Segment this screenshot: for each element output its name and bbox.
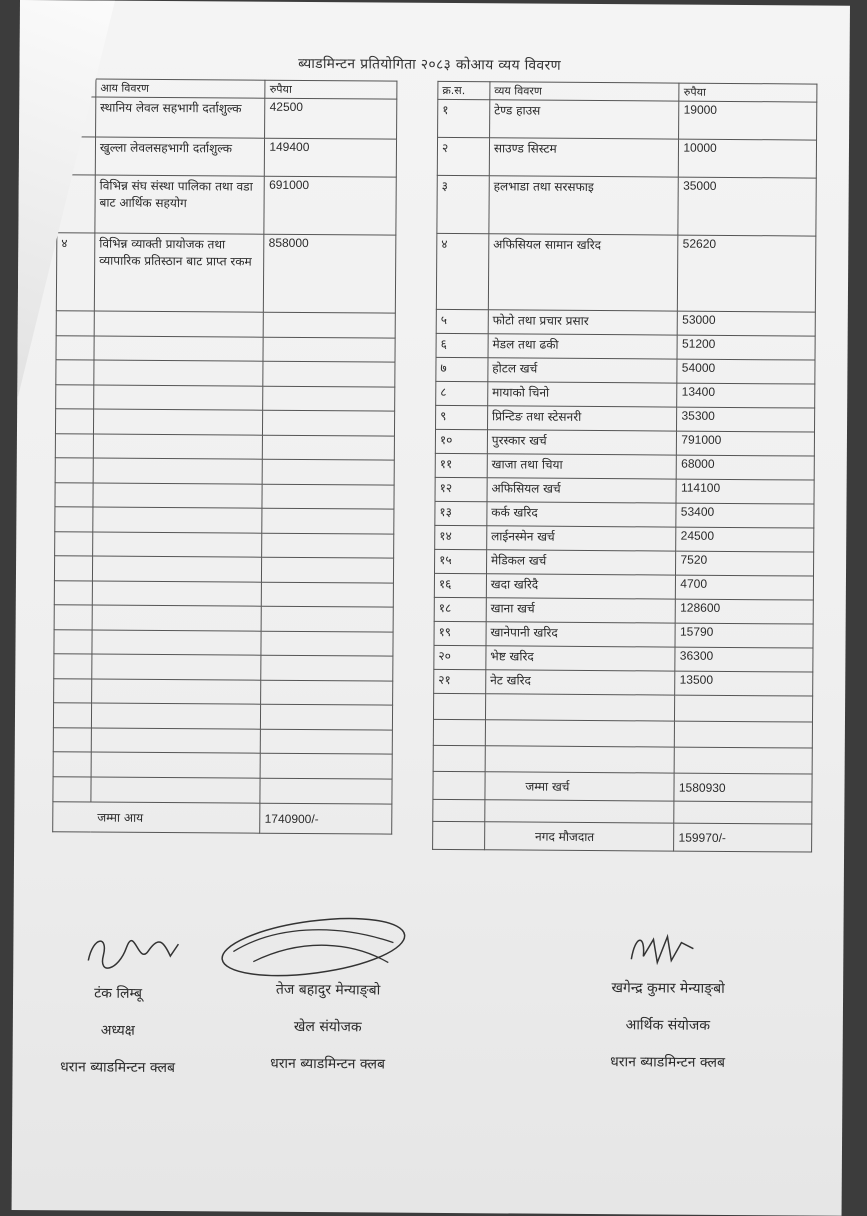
signatory-name: टंक लिम्बू (94, 985, 143, 1002)
empty-cell (54, 629, 92, 654)
income-empty-row (55, 507, 394, 534)
income-row (57, 137, 396, 177)
expense-row (437, 175, 816, 236)
income-header-amount: रुपैया (265, 80, 397, 99)
expense-total-value: 1580930 (674, 773, 812, 802)
expense-sn: ९ (436, 405, 488, 429)
empty-cell (675, 695, 813, 722)
income-empty-row (55, 433, 394, 460)
income-header-row (58, 79, 397, 99)
income-desc: विभिन्न व्याक्ती प्रायोजक तथा व्यापारिक प्रतिस्ठान बाट प्राप्त रकम (94, 233, 264, 312)
expense-amount: 114100 (676, 479, 814, 504)
expense-amount: 51200 (677, 335, 815, 360)
expense-sn: १५ (435, 549, 487, 573)
empty-cell (262, 533, 394, 558)
income-total-row (53, 802, 392, 834)
expense-amount: 15790 (675, 623, 813, 648)
income-amount: 691000 (264, 176, 396, 235)
expense-row (434, 645, 813, 672)
empty-cell (56, 360, 94, 385)
income-empty-row (54, 629, 393, 656)
income-empty-row (56, 335, 395, 362)
expense-desc: अफिसियल सामान खरिद (488, 234, 678, 311)
expense-row (437, 137, 816, 178)
expense-amount: 24500 (676, 527, 814, 552)
expense-sn: ५ (436, 309, 488, 333)
income-row (58, 97, 397, 139)
empty-cell (56, 335, 94, 360)
expense-desc: होटल खर्च (488, 358, 678, 383)
empty-cell (262, 582, 394, 607)
empty-cell (93, 507, 263, 533)
empty-cell (53, 777, 91, 802)
signatory-org: धरान ब्याडमिन्टन क्लब (270, 1055, 386, 1073)
empty-cell (92, 654, 262, 680)
empty-cell (54, 580, 92, 605)
expense-row (435, 477, 814, 504)
expense-row (435, 429, 814, 456)
expense-desc: पुरस्कार खर्च (487, 430, 677, 455)
expense-amount: 52620 (678, 235, 816, 312)
income-empty-row (53, 777, 392, 804)
expense-amount: 54000 (677, 359, 815, 384)
empty-cell (94, 311, 264, 337)
income-sn: ४ (56, 233, 94, 311)
empty-cell (260, 753, 392, 779)
empty-cell (92, 581, 262, 607)
expense-amount: 7520 (676, 551, 814, 576)
income-empty-row (53, 752, 392, 779)
expense-amount: 53400 (676, 503, 814, 528)
expense-row (435, 549, 814, 576)
empty-cell (263, 386, 395, 411)
income-empty-row (53, 727, 392, 754)
empty-cell (674, 801, 812, 824)
empty-cell (262, 484, 394, 509)
expense-empty-row (433, 799, 812, 824)
signatory-role: खेल संयोजक (293, 1018, 362, 1036)
income-empty-row (54, 556, 393, 583)
empty-cell (433, 771, 485, 799)
expense-row (435, 525, 814, 552)
empty-cell (93, 483, 263, 509)
document-page (12, 0, 850, 1216)
expense-desc: साउण्ड सिस्टम (489, 138, 679, 177)
expense-desc: अफिसियल खर्च (487, 478, 677, 503)
empty-cell (433, 745, 485, 771)
income-empty-row (56, 384, 395, 411)
signatory-name: खगेन्द्र कुमार मेन्याङ्बो (611, 980, 725, 997)
expense-amount: 36300 (675, 647, 813, 672)
empty-cell (433, 693, 485, 719)
empty-cell (260, 778, 392, 804)
empty-cell (55, 458, 93, 483)
income-desc: खुल्ला लेवलसहभागी दर्ताशुल्क (95, 137, 265, 176)
empty-cell (53, 703, 91, 728)
signature-block-sports-coordinator (227, 979, 428, 1091)
empty-cell (53, 752, 91, 777)
expense-header-sn: क्र.स. (438, 81, 490, 99)
empty-cell (93, 434, 263, 460)
expense-row (436, 233, 816, 312)
expense-sn: २० (434, 645, 486, 669)
expense-row (434, 573, 813, 600)
empty-cell (93, 458, 263, 484)
expense-sn: ३ (437, 175, 489, 233)
expense-empty-row (433, 745, 812, 774)
empty-cell (485, 720, 675, 747)
expense-sn: ८ (436, 381, 488, 405)
income-empty-row (54, 654, 393, 681)
signatory-role: आर्थिक संयोजक (625, 1017, 711, 1034)
signatory-org: धरान ब्याडमिन्टन क्लब (610, 1054, 726, 1071)
expense-sn: २१ (434, 669, 486, 693)
expense-sn: ४ (436, 233, 488, 309)
cash-balance-row (433, 821, 812, 852)
income-total-label: जम्मा आय (53, 802, 261, 833)
expense-amount: 68000 (677, 455, 815, 480)
expense-amount: 53000 (678, 311, 816, 336)
expense-row (434, 597, 813, 624)
income-table (52, 78, 397, 834)
empty-cell (261, 680, 393, 705)
expense-desc: नेट खरिद (486, 670, 676, 695)
signature-mark-president (78, 925, 188, 981)
expense-sn: १९ (434, 621, 486, 645)
income-empty-row (55, 482, 394, 509)
empty-cell (433, 719, 485, 745)
expense-amount: 128600 (676, 599, 814, 624)
income-amount: 42500 (265, 98, 397, 139)
empty-cell (433, 821, 485, 849)
empty-cell (55, 507, 93, 532)
empty-cell (54, 654, 92, 679)
empty-cell (94, 360, 264, 386)
expense-table (432, 81, 817, 853)
expense-sn: ११ (435, 453, 487, 477)
income-total-value: 1740900/- (260, 803, 392, 834)
expense-desc: खाना खर्च (486, 598, 676, 623)
empty-cell (55, 531, 93, 556)
expense-header-desc: व्यय विवरण (490, 82, 680, 101)
empty-cell (92, 556, 262, 582)
empty-cell (261, 631, 393, 656)
expense-row (436, 309, 815, 336)
expense-desc: कर्क खरिद (487, 502, 677, 527)
expense-desc: खानेपानी खरिद (486, 622, 676, 647)
signature-block-finance-coordinator (567, 978, 768, 1090)
expense-sn: ७ (436, 357, 488, 381)
empty-cell (261, 704, 393, 729)
expense-desc: लाईनस्मेन खर्च (487, 526, 677, 551)
expense-row (436, 357, 815, 384)
expense-desc: फोटो तथा प्रचार प्रसार (488, 310, 678, 335)
expense-desc: प्रिन्टिङ तथा स्टेसनरी (487, 406, 677, 431)
expense-desc: भेष्ट खरिद (486, 646, 676, 671)
expense-amount: 13500 (675, 671, 813, 696)
expense-amount: 35000 (678, 177, 816, 236)
signatory-role: अध्यक्ष (100, 1022, 135, 1039)
expense-sn: १४ (435, 525, 487, 549)
signature-mark-sports-coordinator (213, 906, 414, 987)
page-title: ब्याडमिन्टन प्रतियोगिता २०८३ कोआय व्यय विवरण (298, 55, 562, 74)
income-empty-row (54, 605, 393, 632)
income-empty-row (55, 531, 394, 558)
empty-cell (56, 384, 94, 409)
expense-amount: 13400 (677, 383, 815, 408)
empty-cell (261, 655, 393, 680)
empty-cell (675, 747, 813, 774)
income-empty-row (54, 580, 393, 607)
empty-cell (263, 459, 395, 484)
empty-cell (433, 799, 485, 821)
empty-cell (92, 679, 262, 705)
expense-amount: 10000 (679, 139, 817, 178)
income-row (56, 233, 396, 313)
empty-cell (261, 606, 393, 631)
empty-cell (675, 721, 813, 748)
empty-cell (93, 409, 263, 435)
expense-sn: १६ (434, 573, 486, 597)
expense-total-label: जम्मा खर्च (485, 772, 675, 801)
expense-row (436, 333, 815, 360)
empty-cell (94, 385, 264, 411)
expense-sn: २ (437, 137, 489, 175)
empty-cell (55, 482, 93, 507)
empty-cell (56, 311, 94, 336)
expense-desc: टेण्ड हाउस (489, 100, 679, 139)
empty-cell (485, 746, 675, 773)
empty-cell (263, 337, 395, 362)
expense-sn: ६ (436, 333, 488, 357)
expense-desc: हलभाडा तथा सरसफाइ (489, 176, 679, 235)
empty-cell (55, 433, 93, 458)
empty-cell (92, 605, 262, 631)
expense-row (436, 381, 815, 408)
expense-desc: मायाको चिनो (488, 382, 678, 407)
expense-amount: 19000 (679, 101, 817, 140)
empty-cell (485, 800, 675, 823)
expense-empty-row (433, 693, 812, 722)
expense-row (434, 621, 813, 648)
expense-desc: खाजा तथा चिया (487, 454, 677, 479)
empty-cell (485, 694, 675, 721)
empty-cell (54, 556, 92, 581)
empty-cell (91, 752, 261, 778)
expense-row (435, 501, 814, 528)
expense-sn: १२ (435, 477, 487, 501)
expense-desc: मेडिकल खर्च (486, 550, 676, 575)
empty-cell (263, 435, 395, 460)
income-amount: 858000 (264, 234, 396, 313)
expense-amount: 4700 (676, 575, 814, 600)
empty-cell (263, 361, 395, 386)
expense-row (436, 405, 815, 432)
empty-cell (91, 728, 261, 754)
empty-cell (264, 312, 396, 337)
cash-balance-value: 159970/- (674, 823, 812, 852)
income-row (57, 175, 396, 235)
empty-cell (94, 336, 264, 362)
empty-cell (263, 410, 395, 435)
income-empty-row (56, 311, 395, 338)
expense-row (438, 99, 817, 140)
expense-empty-row (433, 719, 812, 748)
expense-sn: १० (435, 429, 487, 453)
income-desc: विभिन्न संघ संस्था पालिका तथा वडा बाट आर्थिक सहयोग (95, 175, 265, 234)
expense-amount: 35300 (677, 407, 815, 432)
income-empty-row (55, 458, 394, 485)
expense-row (434, 669, 813, 696)
expense-sn: १८ (434, 597, 486, 621)
empty-cell (55, 409, 93, 434)
income-empty-row (53, 703, 392, 730)
empty-cell (91, 777, 261, 803)
empty-cell (54, 678, 92, 703)
expense-header-amount: रुपैया (679, 83, 817, 102)
signatory-name: तेज बहादुर मेन्याङ्बो (275, 981, 381, 999)
empty-cell (262, 508, 394, 533)
signature-block-president (12, 983, 223, 1095)
expense-amount: 791000 (677, 431, 815, 456)
expense-row (435, 453, 814, 480)
empty-cell (54, 605, 92, 630)
expense-total-row (433, 771, 812, 802)
empty-cell (91, 703, 261, 729)
signatory-org: धरान ब्याडमिन्टन क्लब (60, 1059, 176, 1077)
income-empty-row (55, 409, 394, 436)
income-header-desc: आय विवरण (96, 79, 266, 98)
empty-cell (92, 630, 262, 656)
income-empty-row (56, 360, 395, 387)
income-amount: 149400 (265, 138, 397, 177)
expense-desc: खदा खरिदै (486, 574, 676, 599)
empty-cell (53, 727, 91, 752)
signature-mark-finance-coordinator (623, 924, 703, 975)
expense-sn: १३ (435, 501, 487, 525)
income-empty-row (54, 678, 393, 705)
income-desc: स्थानिय लेवल सहभागी दर्ताशुल्क (95, 97, 265, 138)
expense-desc: मेडल तथा ढकी (488, 334, 678, 359)
empty-cell (261, 729, 393, 754)
empty-cell (93, 532, 263, 558)
expense-sn: १ (438, 99, 490, 137)
empty-cell (262, 557, 394, 582)
cash-balance-label: नगद मौजदात (484, 822, 674, 851)
